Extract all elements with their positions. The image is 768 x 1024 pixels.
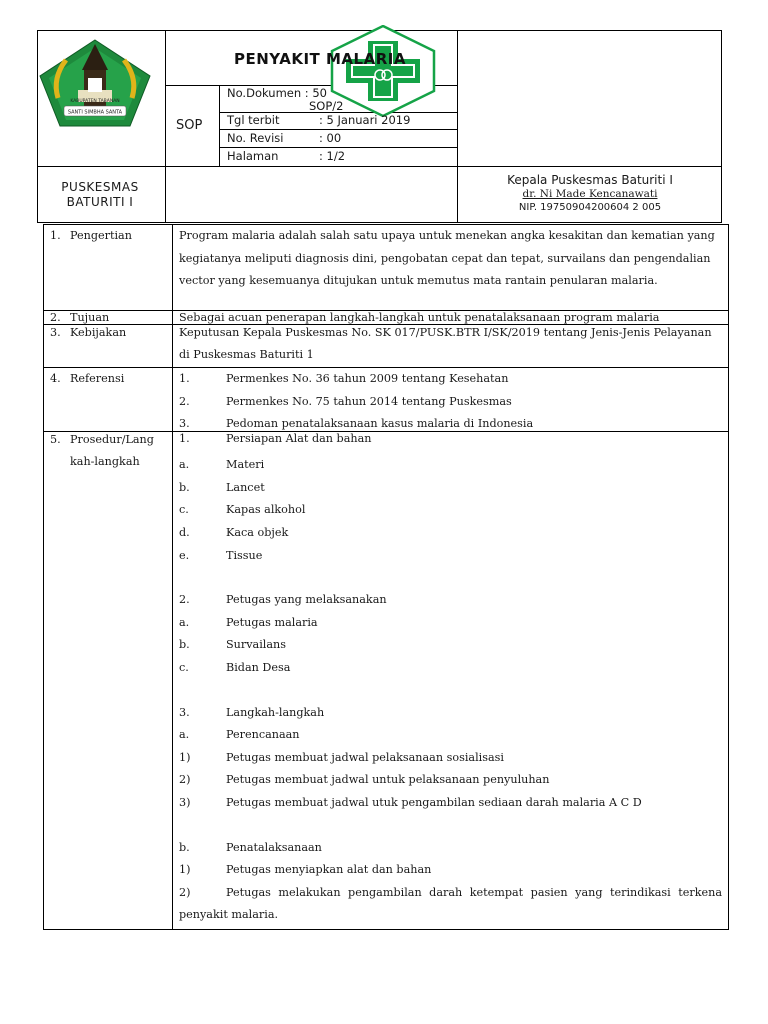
list-item: 1. Permenkes No. 36 tahun 2009 tentang Kesehatan xyxy=(179,372,509,385)
list-item: 2) Petugas membuat jadwal untuk pelaksanaan penyuluhan xyxy=(179,773,550,787)
puskesmas-name: PUSKESMAS BATURITI I xyxy=(61,180,139,209)
no-revisi-value: : 00 xyxy=(319,131,342,145)
section-number: 1. xyxy=(50,229,61,242)
row-referensi xyxy=(44,368,729,432)
no-dokumen: No.Dokumen : 50 xyxy=(227,86,327,100)
logo-region: KABUPATEN TABANAN xyxy=(70,99,120,104)
tgl-terbit-label: Tgl terbit xyxy=(227,113,280,127)
section-label: Pengertian xyxy=(70,229,132,242)
list-item: b. Survailans xyxy=(179,638,286,652)
list-item: 2. Permenkes No. 75 tahun 2014 tentang Puskesmas xyxy=(179,394,512,408)
section-number: 3. xyxy=(50,326,61,339)
group-heading: 1. Persiapan Alat dan bahan xyxy=(179,432,372,446)
section-label-cont: kah-langkah xyxy=(70,455,140,469)
row-pengertian xyxy=(44,225,729,311)
list-item: 1) Petugas menyiapkan alat dan bahan xyxy=(179,863,432,877)
list-item: a. Materi xyxy=(179,458,265,472)
regency-emblem-logo xyxy=(38,38,152,128)
puskesmas-cross-logo xyxy=(330,25,436,117)
no-revisi-label: No. Revisi xyxy=(227,131,284,145)
sub-heading: a. Perencanaan xyxy=(179,728,300,742)
section-label: Prosedur/Lang xyxy=(70,433,154,447)
section-number: 2. xyxy=(50,311,61,324)
tgl-terbit-value: : 5 Januari 2019 xyxy=(319,113,411,127)
section-number: 5. xyxy=(50,433,61,447)
kepala-name: dr. Ni Made Kencanawati xyxy=(522,188,658,200)
sub-heading: b. Penatalaksanaan xyxy=(179,840,322,854)
tujuan-text: Sebagai acuan penerapan langkah-langkah untuk penatalaksanaan program malaria xyxy=(179,311,660,324)
halaman-value: : 1/2 xyxy=(319,149,346,163)
no-dokumen-cont: SOP/2 xyxy=(309,99,344,113)
sop-content-table xyxy=(43,224,729,930)
group-heading: 3. Langkah-langkah xyxy=(179,705,325,719)
list-item-justified: 2) Petugas melakukan pengambilan darah ketempat pasien yang terindikasi terkena penyakit malaria. xyxy=(179,885,722,922)
list-item: c. Kapas alkohol xyxy=(179,503,306,517)
sop-label: SOP xyxy=(176,118,203,133)
list-item: b. Lancet xyxy=(179,480,265,494)
kepala-block xyxy=(470,173,710,215)
list-item: 1) Petugas membuat jadwal pelaksanaan sosialisasi xyxy=(179,750,504,764)
halaman-label: Halaman xyxy=(227,149,279,163)
list-item: e. Tissue xyxy=(179,548,263,562)
list-item: 3. Pedoman penatalaksanaan kasus malaria di Indonesia xyxy=(179,417,534,431)
page-title: PENYAKIT MALARIA xyxy=(234,50,406,68)
kebijakan-text: Keputusan Kepala Puskesmas No. SK 017/PUSK.BTR I/SK/2019 tentang Jenis-Jenis Pelayanan di Puskesmas Baturiti 1 xyxy=(179,326,712,361)
section-label: Tujuan xyxy=(70,311,110,324)
list-item: d. Kaca objek xyxy=(179,525,289,539)
list-item: 3) Petugas membuat jadwal utuk pengambilan sediaan darah malaria A C D xyxy=(179,795,642,809)
section-label: Kebijakan xyxy=(70,326,127,339)
kepala-nip: NIP. 19750904200604 2 005 xyxy=(518,202,662,213)
list-item: a. Petugas malaria xyxy=(179,615,318,629)
group-heading: 2. Petugas yang melaksanakan xyxy=(179,593,387,607)
section-number: 4. xyxy=(50,372,61,385)
kepala-title: Kepala Puskesmas Baturiti I xyxy=(507,173,673,187)
logo-motto: SANTI SIMBHA SANTA xyxy=(67,109,123,116)
section-label: Referensi xyxy=(70,372,125,385)
row-kebijakan xyxy=(44,325,729,368)
list-item: c. Bidan Desa xyxy=(179,660,291,674)
pengertian-text: Program malaria adalah salah satu upaya untuk menekan angka kesakitan dan kematian yang kegiatanya meliputi diagnosis dini, pengobatan cepat dan tepat, survailans dan pengendalian vector yang kesemuanya ditujukan untuk memutus mata rantain penularan malaria. xyxy=(179,229,715,288)
row-prosedur xyxy=(44,432,729,930)
